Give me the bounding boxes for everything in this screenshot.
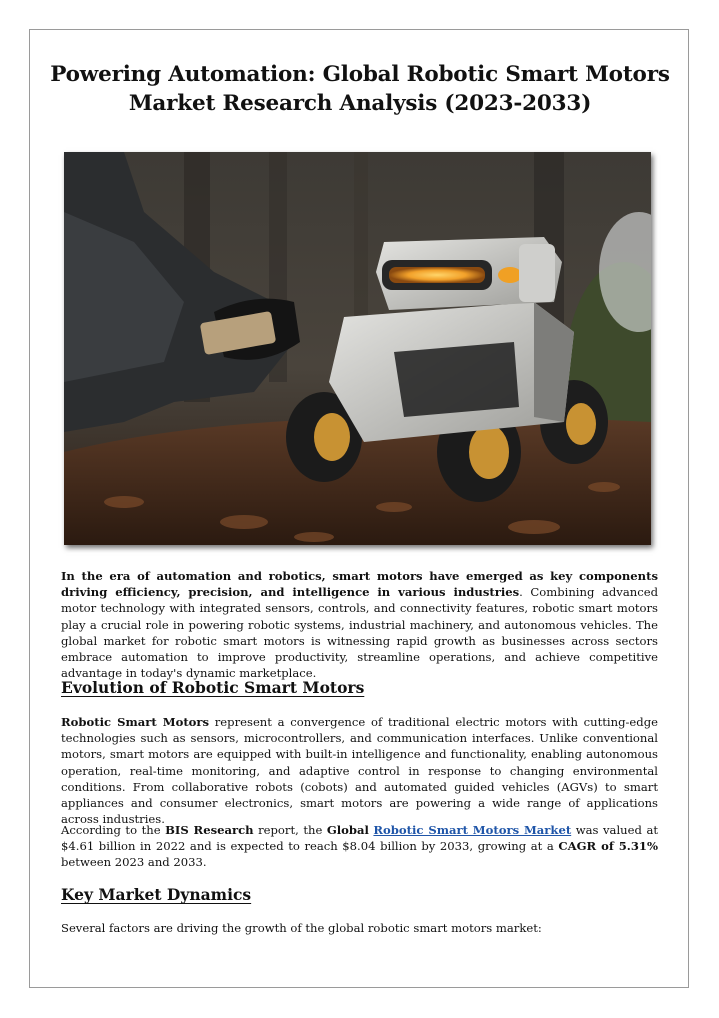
market-text-d: between 2023 and 2033.: [61, 855, 207, 870]
market-text-c: was valued at $4.61 billion in 2022 and is expected to reach $8.04 billion by 2033, growing at a: [61, 823, 659, 854]
key-dynamics-paragraph: Several factors are driving the growth of the global robotic smart motors market:: [61, 921, 542, 935]
intro-text: . Combining advanced motor technology with integrated sensors, controls, and connectivity features, robotic smart motors play a crucial role in powering robotic systems, industrial machinery, and autonomous vehicles. The global market for robotic smart motors is witnessing rapid growth as businesses across sectors embrace automation to improve productivity, streamline operations, and achieve competitive advantage in today's dynamic marketplace.: [61, 585, 658, 681]
evolution-text: represent a convergence of traditional electric motors with cutting-edge technologies such as sensors, microcontrollers, and communication interfaces. Unlike conventional motors, smart motors are equipped with built-in intelligence and functionality, enabling autonomous operation, real-time monitoring, and adaptive control in response to changing environmental conditions. From collaborative robots (cobots) and automated guided vehicles (AGVs) to smart appliances and consumer electronics, smart motors are powering a wide range of applications across industries.: [61, 715, 658, 827]
intro-bold-lead: In the era of automation and robotics, smart motors have emerged as key components driving efficiency, precision, and intelligence in various industries: [61, 569, 658, 600]
market-text-b: report, the: [253, 823, 327, 837]
bis-research-bold: BIS Research: [165, 823, 254, 837]
global-bold: Global: [326, 823, 369, 837]
market-text-a: According to the: [61, 823, 166, 837]
cagr-bold: CAGR of 5.31%: [558, 839, 658, 854]
evolution-paragraph: [61, 714, 658, 827]
robotic-smart-motors-market-link[interactable]: Robotic Smart Motors Market: [373, 823, 572, 837]
robot-in-forest-photo: [64, 152, 651, 545]
market-value-paragraph: [61, 822, 658, 871]
document-title: Powering Automation: Global Robotic Smart Motors Market Research Analysis (2023-2033): [50, 62, 670, 116]
key-dynamics-heading: Key Market Dynamics: [61, 885, 252, 904]
evolution-heading: Evolution of Robotic Smart Motors: [61, 678, 365, 697]
evolution-bold-lead: Robotic Smart Motors: [61, 715, 210, 729]
intro-paragraph: [61, 568, 658, 681]
